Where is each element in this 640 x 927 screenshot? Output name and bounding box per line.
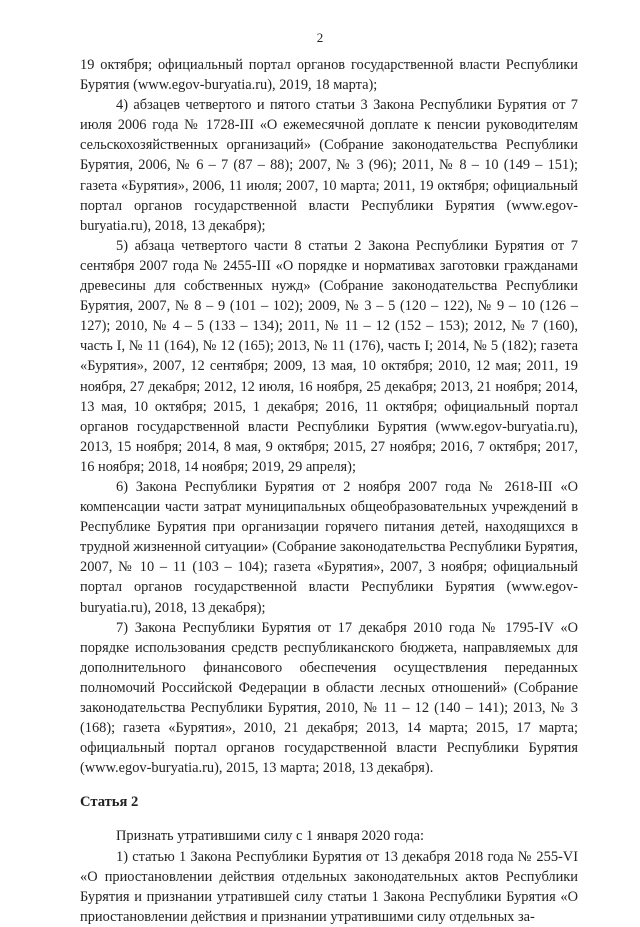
paragraph-a2-intro: Признать утратившими силу с 1 января 2020 года: bbox=[116, 828, 424, 845]
paragraph-p3-tail: 19 октября; официальный портал органов государственной власти Республики Бурятия (www.egov-buryatia.ru), 2019, 18 марта); bbox=[80, 57, 578, 94]
article-heading: Статья 2 bbox=[80, 794, 139, 811]
article-2-body bbox=[80, 826, 578, 926]
paragraph-p6: 6) Закона Республики Бурятия от 2 ноября 2007 года № 2618-III «О компенсации части затрат муниципальных общеобразовательных учреждений в Республике Бурятия при организации горячего питания детей, находящихся в трудной жизненной ситуации» (Собрание законодательства Республики Бурятия, 2007, № 10 – 11 (103 – 104); газета «Бурятия», 2007, 3 ноября; официальный портал органов государственной власти Республики Бурятия (www.egov-buryatia.ru), 2018, 13 декабря); bbox=[80, 478, 578, 616]
paragraph-p7: 7) Закона Республики Бурятия от 17 декабря 2010 года № 1795-IV «О порядке использования средств республиканского бюджета, направляемых для дополнительного финансового обеспечения осуществления переданных полномочий Российской Федерации в области лесных отношений» (Собрание законодательства Республики Бурятия, 2010, № 11 – 12 (140 – 141); 2013, № 3 (168); газета «Бурятия», 2010, 21 декабря; 2013, 14 марта; 2015, 17 марта; официальный портал органов государственной власти Республики Бурятия (www.egov-buryatia.ru), 2015, 13 марта; 2018, 13 декабря). bbox=[80, 619, 578, 777]
paragraph-a2-p1: 1) статью 1 Закона Республики Бурятия от 13 декабря 2018 года № 255-VI «О приостановлении действия отдельных законодательных актов Республики Бурятия и признании утратившей силу статьи 1 Закона Республики Бурятия «О приостановлении действия и признании утратившими силу отдельных за- bbox=[80, 848, 578, 925]
paragraph-p4: 4) абзацев четвертого и пятого статьи 3 Закона Республики Бурятия от 7 июля 2006 года № 1728-III «О ежемесячной доплате к пенсии руководителям сельскохозяйственных организаций» (Собрание законодательства Республики Бурятия, 2006, № 6 – 7 (87 – 88); 2007, № 3 (96); 2011, № 8 – 10 (149 – 151); газета «Бурятия», 2006, 11 июля; 2007, 10 марта; 2011, 19 октября; официальный портал органов государственной власти Республики Бурятия (www.egov-buryatia.ru), 2018, 13 декабря); bbox=[80, 97, 578, 234]
page-number: 2 bbox=[316, 30, 324, 45]
article-1-continued bbox=[80, 55, 578, 778]
paragraph-p5: 5) абзаца четвертого части 8 статьи 2 Закона Республики Бурятия от 7 сентября 2007 года № 2455-III «О порядке и нормативах заготовки гражданами древесины для собственных нужд» (Собрание законодательства Республики Бурятия, 2007, № 8 – 9 (101 – 102); 2009, № 3 – 5 (120 – 122), № 9 – 10 (126 – 127); 2010, № 4 – 5 (133 – 134); 2011, № 11 – 12 (152 – 153); 2012, № 7 (160), часть I, № 11 (164), № 12 (165); 2013, № 11 (176), часть I; 2014, № 5 (182); газета «Бурятия», 2007, 12 сентября; 2009, 13 мая, 10 октября; 2010, 12 мая; 2011, 19 ноября, 27 декабря; 2012, 12 июля, 16 ноября, 25 декабря; 2013, 21 ноября; 2014, 13 мая, 10 октября; 2015, 1 декабря; 2016, 11 октября; официальный портал органов государственной власти Республики Бурятия (www.egov-buryatia.ru), 2013, 15 ноября; 2014, 8 мая, 9 октября; 2015, 27 ноября; 2016, 7 октября; 2017, 16 ноября; 2018, 14 ноября; 2019, 29 апреля); bbox=[80, 237, 578, 475]
document-body bbox=[80, 55, 578, 927]
